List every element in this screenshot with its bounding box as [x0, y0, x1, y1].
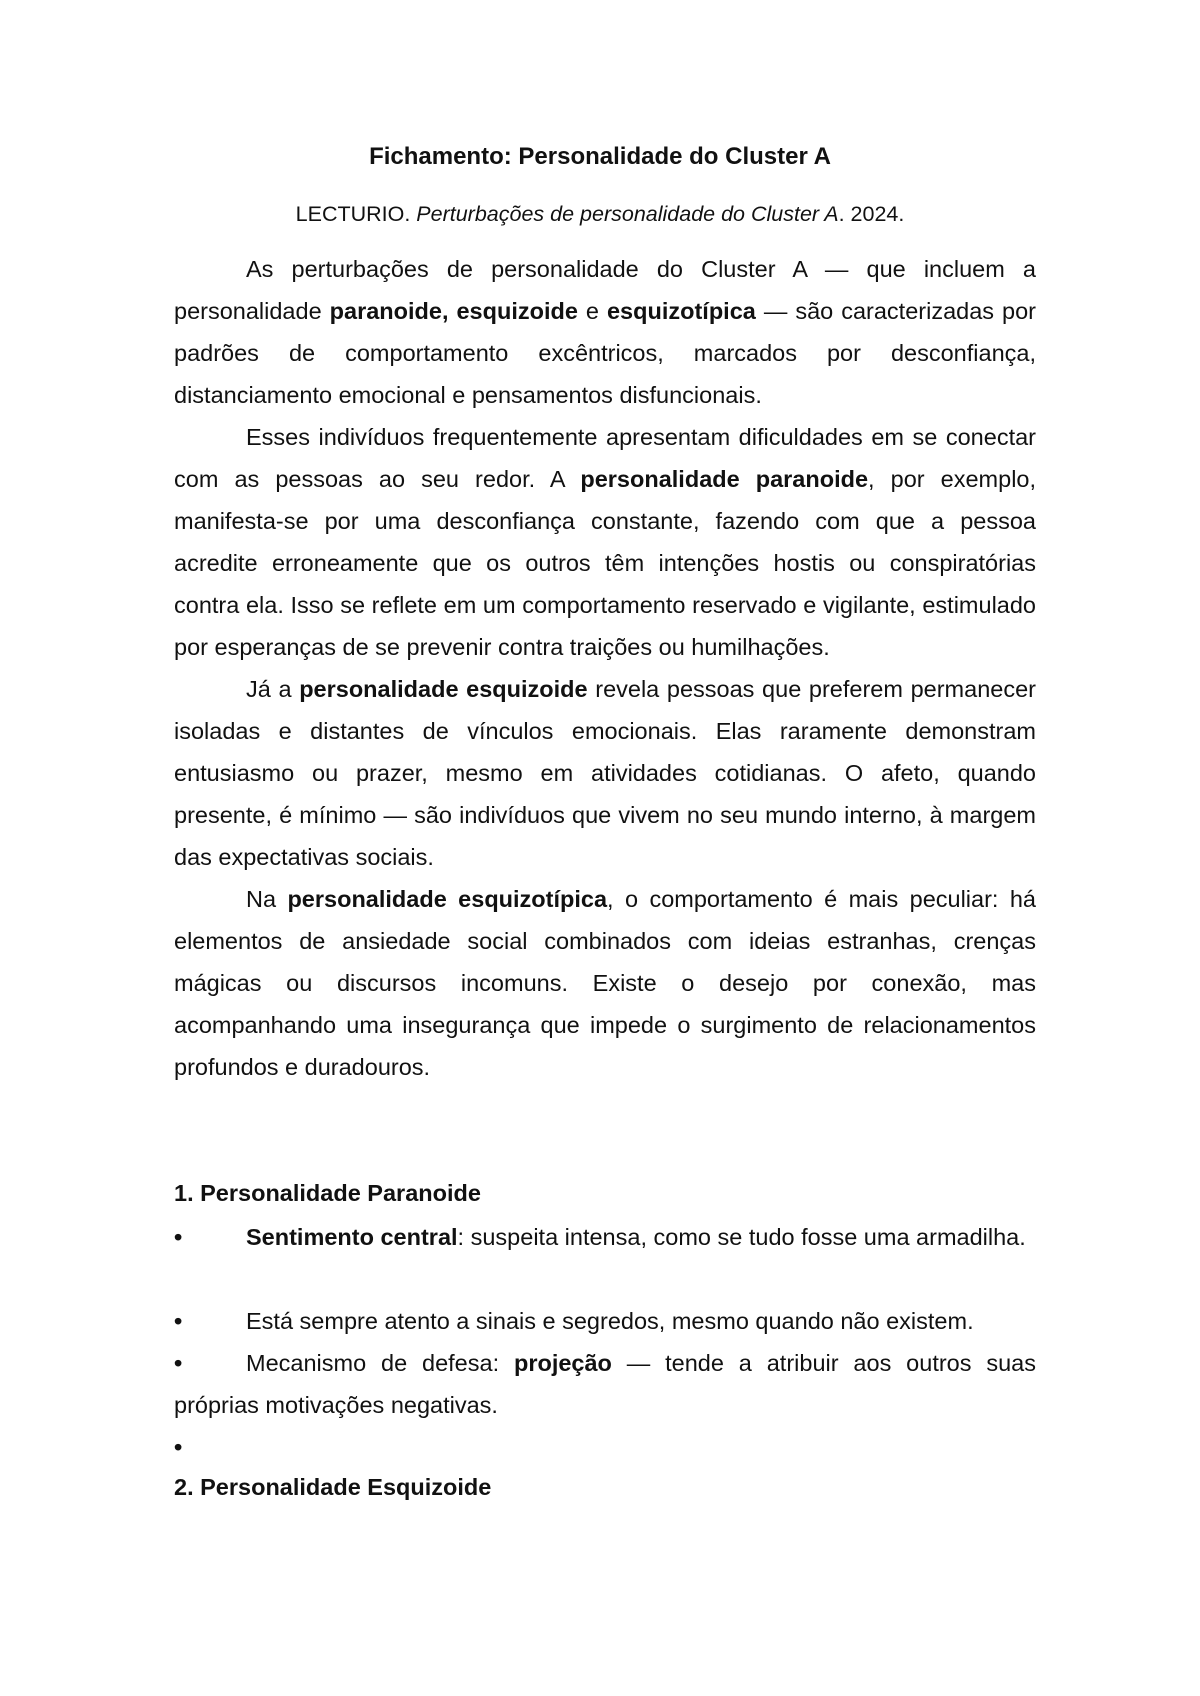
- paragraph-text: , o comportamento é mais peculiar: há elementos de ansiedade social combinados com ideias estranhas, crenças mágicas ou discursos incomuns. Existe o desejo por conexão, mas acompanhando uma insegurança que impede o surgimento de relacionamentos profundos e duradouros.: [174, 886, 1036, 1080]
- paragraph-text: Na: [246, 886, 288, 912]
- bibliographic-reference: [0, 200, 1200, 228]
- bold-term: personalidade esquizotípica: [287, 886, 608, 912]
- bold-term: Sentimento central: [246, 1224, 458, 1250]
- paragraph-text: Já a: [246, 676, 300, 702]
- bold-term: paranoide: [329, 298, 442, 324]
- list-item-text: Mecanismo de defesa:: [246, 1350, 514, 1376]
- paragraph-text: Esses indivíduos frequentemente apresentam dificuldades em se conectar com as pessoas ao seu redor. A: [174, 424, 1036, 492]
- bold-term: personalidade paranoide: [580, 466, 869, 492]
- bold-separator: ,: [441, 298, 457, 324]
- bold-term: projeção: [513, 1350, 612, 1376]
- reference-year: . 2024.: [838, 202, 905, 226]
- reference-work-title: Perturbações de personalidade do Cluster A: [416, 202, 839, 226]
- bullet-icon: •: [174, 1350, 183, 1376]
- paragraph-text: , por exemplo, manifesta-se por uma desconfiança constante, fazendo com que a pessoa acredite erroneamente que os outros têm intenções hostis ou conspiratórias contra ela. Isso se reflete em um comportamento reservado e vigilante, estimulado por esperanças de se prevenir contra traições ou humilhações.: [174, 466, 1037, 660]
- list-item-text: — tende a atribuir aos outros suas próprias motivações negativas.: [174, 1350, 1036, 1418]
- bold-term: esquizotípica: [606, 298, 756, 324]
- list-item: [174, 1216, 1036, 1258]
- paragraph-text: e: [577, 298, 607, 324]
- list-item-text: Está sempre atento a sinais e segredos, mesmo quando não existem.: [246, 1308, 974, 1334]
- paragraph-text: — são caracterizadas por padrões de comportamento excêntricos, marcados por desconfiança, distanciamento emocional e pensamentos disfuncionais.: [174, 298, 1036, 408]
- bullet-icon: •: [174, 1224, 183, 1250]
- bullet-icon: •: [174, 1308, 183, 1334]
- list-item: [174, 1300, 1036, 1342]
- bold-term: esquizoide: [456, 298, 578, 324]
- paragraph-schizoid: [174, 668, 1036, 878]
- bold-term: personalidade esquizoide: [299, 676, 588, 702]
- paragraph-schizotypal: [174, 878, 1036, 1088]
- section-heading-schizoid: 2. Personalidade Esquizoide: [174, 1474, 492, 1500]
- body-text: [174, 248, 1036, 1088]
- bullet-icon: •: [174, 1434, 183, 1460]
- reference-author: LECTURIO.: [295, 202, 417, 226]
- list-item-empty: [174, 1426, 1036, 1468]
- paragraph-text: As perturbações de personalidade do Cluster A — que incluem a personalidade: [174, 256, 1036, 324]
- list-item-text: : suspeita intensa, como se tudo fosse uma armadilha.: [457, 1224, 1026, 1250]
- document-title: Fichamento: Personalidade do Cluster A: [369, 143, 831, 170]
- paragraph-intro: [174, 248, 1036, 416]
- section-heading-paranoid: 1. Personalidade Paranoide: [174, 1180, 481, 1206]
- list-item: [174, 1342, 1036, 1426]
- paragraph-text: revela pessoas que preferem permanecer isoladas e distantes de vínculos emocionais. Elas raramente demonstram entusiasmo ou prazer, mesmo em atividades cotidianas. O afeto, quando presente, é mínimo — são indivíduos que vivem no seu mundo interno, à margem das expectativas sociais.: [174, 676, 1036, 870]
- paragraph-paranoid: [174, 416, 1036, 668]
